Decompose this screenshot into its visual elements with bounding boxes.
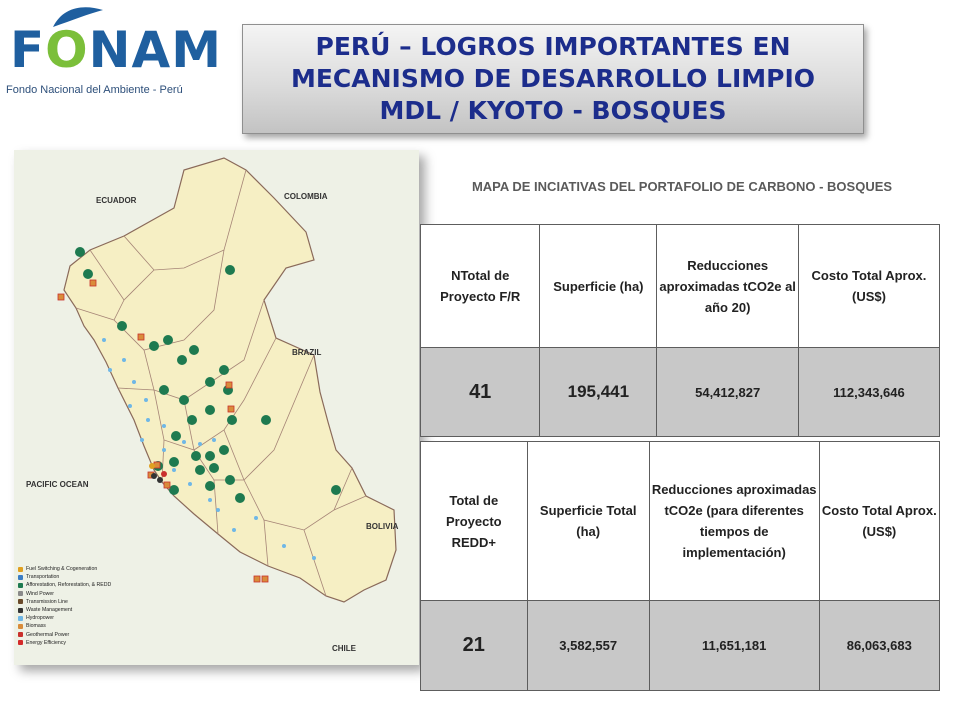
legend-label: Fuel Switching & Cogeneration: [26, 566, 98, 573]
redd-header-cost: Costo Total Aprox. (US$): [819, 442, 939, 601]
legend-label: Wind Power: [26, 590, 54, 597]
legend-swatch-icon: [18, 632, 23, 637]
legend-label: Geothermal Power: [26, 631, 70, 638]
legend-swatch-icon: [18, 567, 23, 572]
logo-letter-f: F: [10, 21, 46, 79]
title-line-3: MDL / KYOTO - BOSQUES: [379, 96, 727, 125]
redd-value-cost: 86,063,683: [819, 601, 939, 691]
legend-item: [18, 573, 143, 581]
fr-header-cost: Costo Total Aprox. (US$): [798, 225, 939, 348]
legend-label: Energy Efficiency: [26, 639, 66, 646]
label-chile: CHILE: [332, 644, 356, 653]
fr-header-row: [421, 225, 940, 348]
redd-header-total: Total de Proyecto REDD+: [421, 442, 528, 601]
fr-value-cost: 112,343,646: [798, 348, 939, 437]
logo-wordmark: [10, 20, 222, 80]
redd-value-row: [421, 601, 940, 691]
redd-value-reductions: 11,651,181: [649, 601, 819, 691]
legend-item: [18, 606, 143, 614]
fr-value-total: 41: [421, 348, 540, 437]
legend-item: [18, 622, 143, 630]
legend-label: Waste Management: [26, 607, 73, 614]
title-line-2: MECANISMO DE DESARROLLO LIMPIO: [290, 64, 816, 93]
logo-subtitle: Fondo Nacional del Ambiente - Perú: [6, 84, 183, 96]
label-pacific-ocean: PACIFIC OCEAN: [26, 480, 89, 489]
fonam-logo: [6, 2, 222, 102]
label-ecuador: ECUADOR: [96, 196, 137, 205]
legend-label: Transportation: [26, 574, 60, 581]
title-line-1: PERÚ – LOGROS IMPORTANTES EN: [315, 32, 791, 61]
label-colombia: COLOMBIA: [284, 192, 328, 201]
label-brazil: BRAZIL: [292, 348, 322, 357]
legend-item: [18, 614, 143, 622]
peru-carbon-map: [14, 150, 419, 665]
legend-swatch-icon: [18, 575, 23, 580]
redd-value-area: 3,582,557: [527, 601, 649, 691]
legend-label: Biomass: [26, 623, 46, 630]
legend-label: Transmission Line: [26, 598, 68, 605]
legend-item: [18, 565, 143, 573]
legend-swatch-icon: [18, 599, 23, 604]
legend-item: [18, 631, 143, 639]
legend-swatch-icon: [18, 624, 23, 629]
logo-letter-o: O: [45, 21, 89, 79]
legend-item: [18, 639, 143, 647]
redd-header-row: [421, 442, 940, 601]
legend-item: [18, 581, 143, 589]
label-bolivia: BOLIVIA: [366, 522, 399, 531]
legend-swatch-icon: [18, 640, 23, 645]
redd-projects-table: [420, 441, 940, 691]
legend-item: [18, 590, 143, 598]
map-heading: MAPA DE INCIATIVAS DEL PORTAFOLIO DE CARBONO - BOSQUES: [471, 179, 893, 194]
legend-swatch-icon: [18, 583, 23, 588]
fr-value-area: 195,441: [540, 348, 657, 437]
legend-swatch-icon: [18, 616, 23, 621]
fr-value-row: [421, 348, 940, 437]
fr-header-total: NTotal de Proyecto F/R: [421, 225, 540, 348]
legend-label: Hydropower: [26, 615, 54, 622]
fr-projects-table: [420, 224, 940, 437]
fr-header-reductions: Reducciones aproximadas tCO2e al año 20): [657, 225, 799, 348]
redd-header-reductions: Reducciones aproximadas tCO2e (para diferentes tiempos de implementación): [649, 442, 819, 601]
legend-item: [18, 598, 143, 606]
fr-header-area: Superficie (ha): [540, 225, 657, 348]
redd-value-total: 21: [421, 601, 528, 691]
legend-swatch-icon: [18, 608, 23, 613]
map-legend: [18, 565, 143, 647]
redd-header-area: Superficie Total (ha): [527, 442, 649, 601]
title-banner: [242, 24, 864, 134]
fr-value-reductions: 54,412,827: [657, 348, 799, 437]
legend-label: Afforestation, Reforestation, & REDD: [26, 582, 112, 589]
logo-letters-nam: NAM: [88, 21, 222, 79]
legend-swatch-icon: [18, 591, 23, 596]
